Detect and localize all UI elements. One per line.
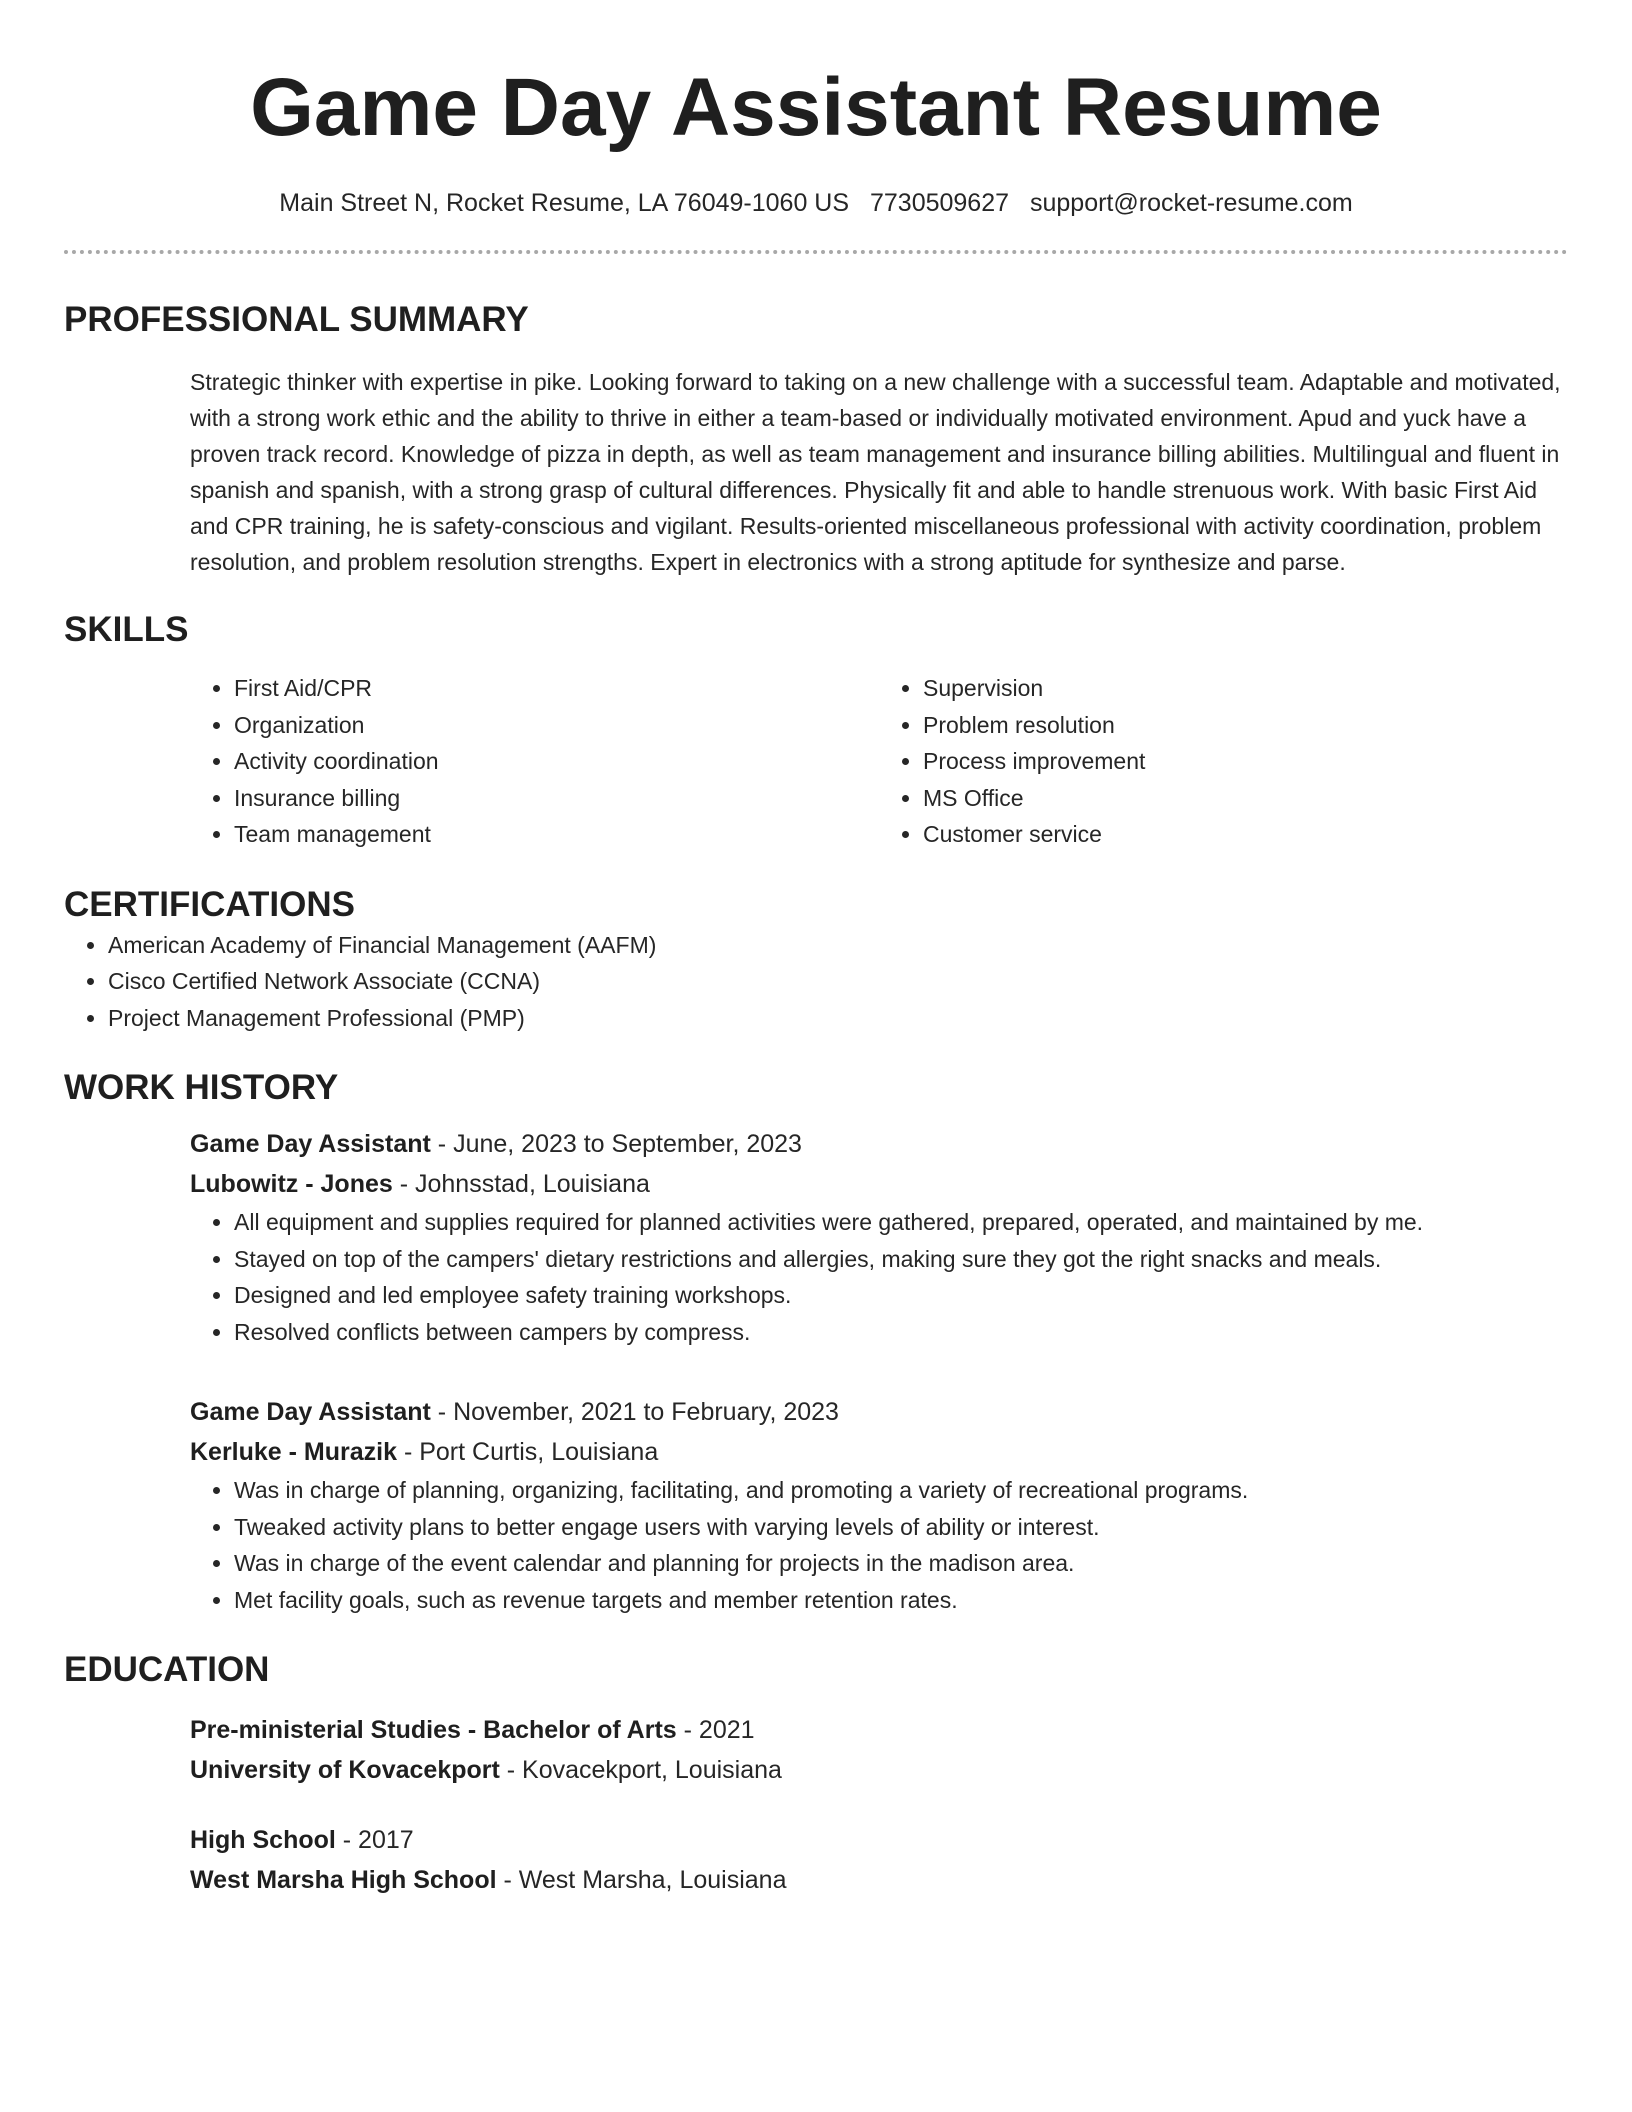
job-company: Lubowitz - Jones <box>190 1170 393 1198</box>
job-title-line <box>190 1124 1568 1164</box>
job-bullets <box>190 1204 1568 1350</box>
skill-item: • Insurance billing <box>234 780 879 817</box>
summary-heading: PROFESSIONAL SUMMARY <box>64 300 529 339</box>
job-location: - Johnsstad, Louisiana <box>392 1170 650 1198</box>
job-company-line <box>190 1164 1568 1204</box>
job-bullet: • Tweaked activity plans to better engage users with varying levels of ability or interest. <box>234 1509 1568 1546</box>
job-location: - Port Curtis, Louisiana <box>397 1438 659 1466</box>
skill-item: • Problem resolution <box>923 707 1568 744</box>
certification-item: • Cisco Certified Network Associate (CCNA) <box>108 963 1568 1000</box>
job-bullet: • Was in charge of planning, organizing, facilitating, and promoting a variety of recreational programs. <box>234 1472 1568 1509</box>
education-year: - 2021 <box>676 1716 755 1744</box>
job-title: Game Day Assistant <box>190 1398 431 1426</box>
education-heading: EDUCATION <box>64 1650 270 1689</box>
job-bullet: • Stayed on top of the campers' dietary restrictions and allergies, making sure they got the right snacks and meals. <box>234 1241 1568 1278</box>
education-degree-line <box>190 1820 1568 1860</box>
job-bullet: • Was in charge of the event calendar and planning for projects in the madison area. <box>234 1545 1568 1582</box>
education-school-line <box>190 1860 1568 1900</box>
education-school: University of Kovacekport <box>190 1756 500 1784</box>
job-dates: - June, 2023 to September, 2023 <box>430 1130 802 1158</box>
skill-item: • First Aid/CPR <box>234 670 879 707</box>
contact-line <box>64 186 1568 220</box>
skill-item: • Team management <box>234 816 879 853</box>
work-history-heading: WORK HISTORY <box>64 1068 339 1107</box>
job-bullet: • All equipment and supplies required for planned activities were gathered, prepared, operated, and maintained by me. <box>234 1204 1568 1241</box>
education-entry <box>190 1710 1568 1790</box>
job-company: Kerluke - Murazik <box>190 1438 398 1466</box>
contact-email: support@rocket-resume.com <box>1029 189 1353 217</box>
skill-item: • Process improvement <box>923 743 1568 780</box>
job-bullets <box>190 1472 1568 1618</box>
contact-address: Main Street N, Rocket Resume, LA 76049-1060 US <box>279 189 850 217</box>
certifications-list <box>64 927 1568 1037</box>
education-year: - 2017 <box>335 1826 414 1854</box>
skills-columns <box>190 670 1568 853</box>
resume-title: Game Day Assistant Resume <box>250 62 1382 153</box>
education-degree: High School <box>190 1826 336 1854</box>
job-title-line <box>190 1392 1568 1432</box>
education-school-line <box>190 1750 1568 1790</box>
job-bullet: • Designed and led employee safety training workshops. <box>234 1277 1568 1314</box>
header-divider <box>64 250 1568 254</box>
job-company-line <box>190 1432 1568 1472</box>
certification-item: • American Academy of Financial Management (AAFM) <box>108 927 1568 964</box>
certifications-heading: CERTIFICATIONS <box>64 884 356 924</box>
skill-item: • MS Office <box>923 780 1568 817</box>
job-dates: - November, 2021 to February, 2023 <box>430 1398 839 1426</box>
education-location: - Kovacekport, Louisiana <box>499 1756 782 1784</box>
certification-item: • Project Management Professional (PMP) <box>108 1000 1568 1037</box>
job-entry <box>190 1124 1568 1350</box>
skill-item: • Activity coordination <box>234 743 879 780</box>
education-location: - West Marsha, Louisiana <box>496 1866 787 1894</box>
education-entry <box>190 1820 1568 1900</box>
education-degree-line <box>190 1710 1568 1750</box>
skills-heading: SKILLS <box>64 610 189 649</box>
job-title: Game Day Assistant <box>190 1130 431 1158</box>
contact-phone: 7730509627 <box>869 189 1010 217</box>
job-bullet: • Met facility goals, such as revenue targets and member retention rates. <box>234 1582 1568 1619</box>
education-school: West Marsha High School <box>190 1866 497 1894</box>
summary-text: Strategic thinker with expertise in pike. Looking forward to taking on a new challenge with a successful team. Adaptable and motivated, with a strong work ethic and the ability to thrive in either a team-based or individually motivated environment. Apud and yuck have a proven track record. Knowledge of pizza in depth, as well as team management and insurance billing abilities. Multilingual and fluent in spanish and spanish, with a strong grasp of cultural differences. Physically fit and able to handle strenuous work. With basic First Aid and CPR training, he is safety-conscious and vigilant. Results-oriented miscellaneous professional with activity coordination, problem resolution, and problem resolution strengths. Expert in electronics with a strong aptitude for synthesize and parse. <box>190 369 1561 575</box>
job-entry <box>190 1392 1568 1618</box>
skill-item: • Organization <box>234 707 879 744</box>
skills-list-right <box>879 670 1568 853</box>
skills-list-left <box>190 670 879 853</box>
skill-item: • Supervision <box>923 670 1568 707</box>
job-bullet: • Resolved conflicts between campers by compress. <box>234 1314 1568 1351</box>
skill-item: • Customer service <box>923 816 1568 853</box>
education-degree: Pre-ministerial Studies - Bachelor of Arts <box>190 1716 677 1744</box>
